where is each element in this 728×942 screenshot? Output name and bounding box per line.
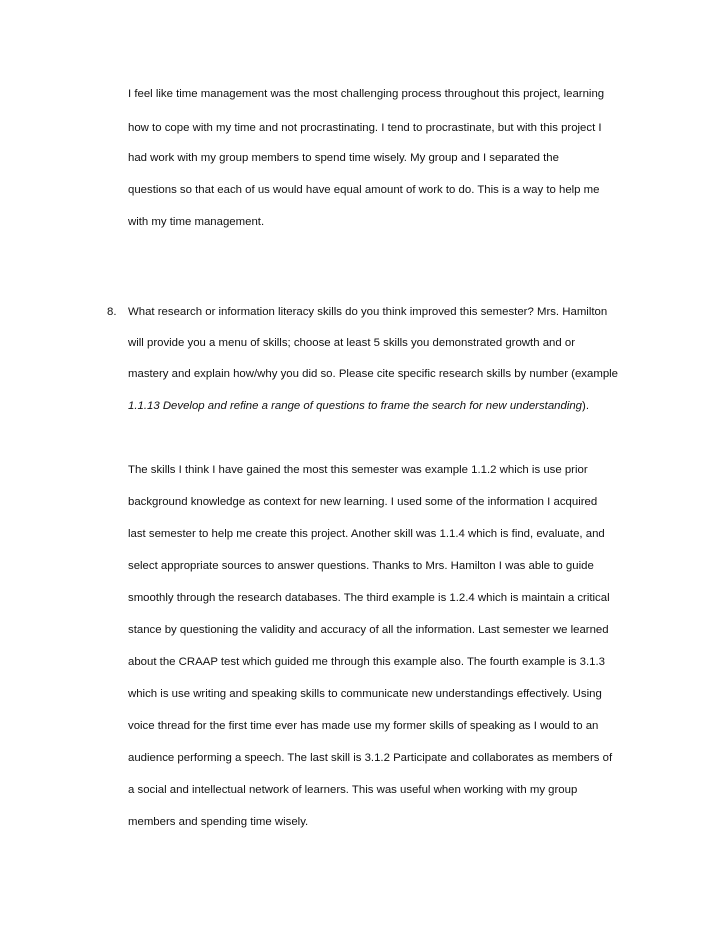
paragraph-line: with my time management. xyxy=(128,216,265,228)
answer-line: The skills I think I have gained the most this semester was example 1.1.2 which is use prior xyxy=(128,464,588,476)
answer-line: background knowledge as context for new learning. I used some of the information I acquired xyxy=(128,496,598,508)
answer-line: last semester to help me create this project. Another skill was 1.1.4 which is find, evaluate, and xyxy=(128,528,605,540)
answer-line: about the CRAAP test which guided me through this example also. The fourth example is 3.1.3 xyxy=(128,656,605,668)
answer-line: a social and intellectual network of learners. This was useful when working with my group xyxy=(128,784,578,796)
question-line: mastery and explain how/why you did so. Please cite specific research skills by number (example xyxy=(128,368,619,380)
question-example-line xyxy=(128,398,589,414)
answer-line: members and spending time wisely. xyxy=(128,816,309,828)
question-line: will provide you a menu of skills; choose at least 5 skills you demonstrated growth and or xyxy=(128,337,575,349)
answer-line: stance by questioning the validity and accuracy of all the information. Last semester we learned xyxy=(128,624,609,636)
paragraph-line: questions so that each of us would have equal amount of work to do. This is a way to help me xyxy=(128,184,600,196)
answer-line: voice thread for the first time ever has made use my former skills of speaking as I would to an xyxy=(128,720,599,732)
question-example-tail: ). xyxy=(582,400,589,412)
paragraph-line: had work with my group members to spend time wisely. My group and I separated the xyxy=(128,152,559,164)
question-line: What research or information literacy skills do you think improved this semester? Mrs. Hamilton xyxy=(128,306,608,318)
question-number: 8. xyxy=(107,306,117,318)
answer-line: smoothly through the research databases. The third example is 1.2.4 which is maintain a critical xyxy=(128,592,610,604)
answer-line: select appropriate sources to answer questions. Thanks to Mrs. Hamilton I was able to guide xyxy=(128,560,594,572)
answer-line: which is use writing and speaking skills to communicate new understandings effectively. Using xyxy=(128,688,602,700)
paragraph-line: how to cope with my time and not procrastinating. I tend to procrastinate, but with this project I xyxy=(128,122,602,134)
answer-line: audience performing a speech. The last skill is 3.1.2 Participate and collaborates as members of xyxy=(128,752,613,764)
paragraph-line: I feel like time management was the most challenging process throughout this project, learning xyxy=(128,88,605,100)
question-example-italic: 1.1.13 Develop and refine a range of questions to frame the search for new understanding xyxy=(128,400,583,412)
